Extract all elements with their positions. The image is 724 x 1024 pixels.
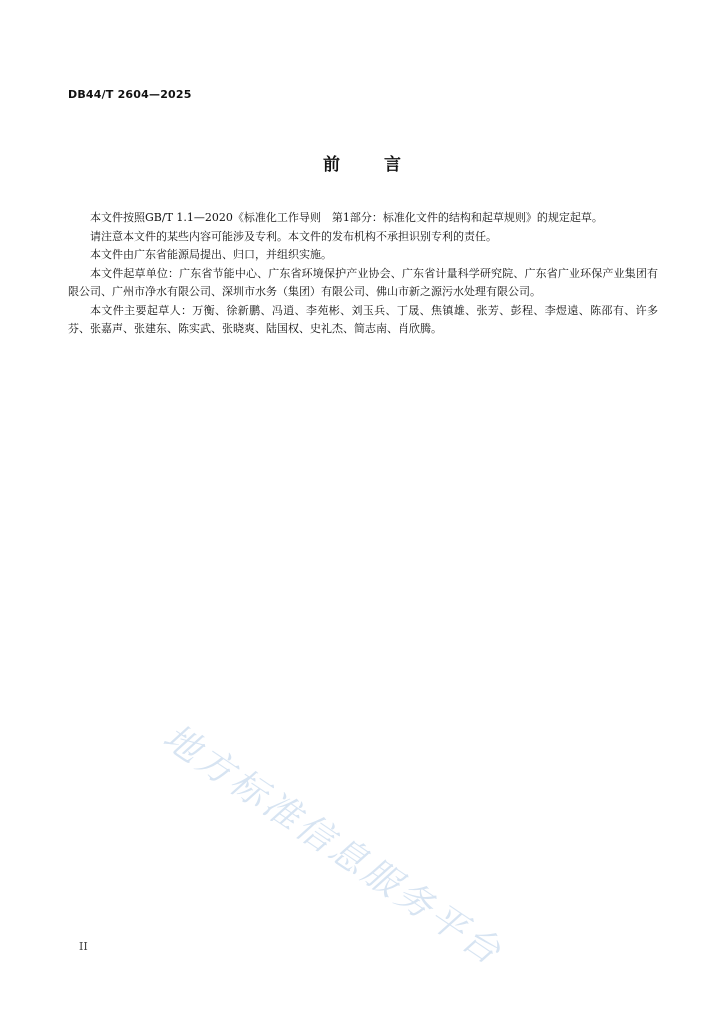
foreword-body <box>68 209 658 339</box>
paragraph-proposer: 本文件由广东省能源局提出、归口，并组织实施。 <box>90 248 332 261</box>
paragraph-drafting-units: 本文件起草单位：广东省节能中心、广东省环境保护产业协会、广东省计量科学研究院、广东省广业环保产业集团有限公司、广州市净水有限公司、深圳市水务（集团）有限公司、佛山市新之源污水处理有限公司。 <box>68 266 658 298</box>
watermark: 地方标准信息服务平台 <box>155 716 511 975</box>
page-number: II <box>79 940 88 953</box>
paragraph-patent-notice: 请注意本文件的某些内容可能涉及专利。本文件的发布机构不承担识别专利的责任。 <box>90 229 497 243</box>
paragraph-drafting-rules: 本文件按照GB/T 1.1—2020《标准化工作导则 第1部分：标准化文件的结构和起草规则》的规定起草。 <box>90 211 603 224</box>
document-code: DB44/T 2604—2025 <box>68 88 192 101</box>
page-title: 前言 <box>323 155 445 175</box>
paragraph-main-drafters: 本文件主要起草人：万衡、徐新鹏、冯逍、李苑彬、刘玉兵、丁晟、焦镇雄、张芳、彭程、李煜遠、陈邵有、许多芬、张嘉声、张建东、陈实武、张晓爽、陆国权、史礼杰、简志南、肖欣腾。 <box>68 303 658 335</box>
